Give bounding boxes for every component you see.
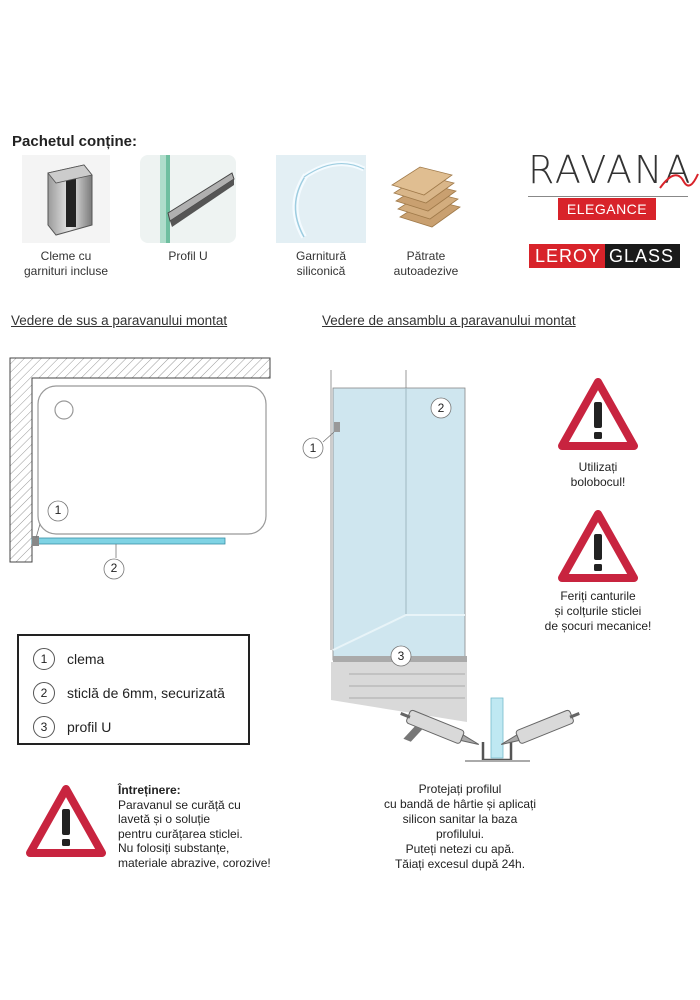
warning-1-text: Utilizați bolobocul! (570, 460, 626, 489)
clamp-icon (22, 155, 110, 243)
top-view-marker-2: 2 (110, 561, 118, 575)
leroy-glass-logo (529, 244, 680, 268)
package-item-3-label: Garnitură siliconică (295, 249, 347, 278)
warning-triangle-3-icon (26, 785, 106, 857)
maintenance-title: Întreținere: (118, 783, 181, 797)
leroy-wordmark: LEROY (529, 244, 605, 268)
legend-box (17, 634, 250, 745)
assembly-view-title: Vedere de ansamblu a paravanului montat (322, 313, 576, 328)
protect-instructions: Protejați profilul cu bandă de hârtie și aplicați silicon sanitar la baza profilului. Puteți netezi cu apă. Tăiați excesul după 24h. (383, 782, 537, 871)
silicone-gasket-icon (276, 155, 366, 243)
legend-text-2: sticlă de 6mm, securizată (67, 685, 225, 701)
legend-row-1 (33, 648, 104, 670)
swoosh-icon (658, 168, 700, 192)
maintenance-text: Întreținere: Paravanul se curăță cu lavetă și o soluție pentru curățarea sticlei. Nu folosiți substanțe, materiale abrazive, corozive! (118, 783, 308, 870)
assembly-marker-2: 2 (437, 401, 445, 415)
glass-wordmark: GLASS (605, 244, 680, 268)
assembly-marker-3: 3 (397, 649, 405, 663)
legend-num-3: 3 (33, 716, 55, 738)
legend-num-2: 2 (33, 682, 55, 704)
package-item-1-label: Cleme cu garnituri incluse (23, 249, 109, 278)
warning-2-text: Feriți canturile și colțurile sticlei de șocuri mecanice! (544, 589, 652, 633)
top-view-title: Vedere de sus a paravanului montat (11, 313, 228, 328)
legend-row-2 (33, 682, 225, 704)
package-item-2-label: Profil U (168, 249, 208, 263)
warning-triangle-2-icon (558, 510, 638, 582)
top-view-marker-1: 1 (54, 503, 62, 517)
elegance-badge: ELEGANCE (558, 198, 656, 220)
u-profile-icon (140, 155, 236, 243)
legend-num-1: 1 (33, 648, 55, 670)
silicone-application-diagram (395, 690, 585, 770)
silicone-gun-left-icon (395, 706, 481, 765)
assembly-marker-1: 1 (309, 441, 317, 455)
legend-row-3 (33, 716, 111, 738)
legend-text-3: profil U (67, 719, 112, 735)
package-title: Pachetul conține: (12, 133, 138, 150)
adhesive-squares-icon (382, 155, 470, 243)
warning-triangle-1-icon (558, 378, 638, 450)
legend-text-1: clema (67, 651, 105, 667)
ravana-wordmark: RAVANA (528, 148, 693, 192)
assembly-view-diagram (295, 360, 480, 730)
ravana-logo (528, 148, 693, 217)
top-view-diagram (0, 340, 300, 590)
package-item-4-label: Pătrate autoadezive (393, 249, 459, 278)
